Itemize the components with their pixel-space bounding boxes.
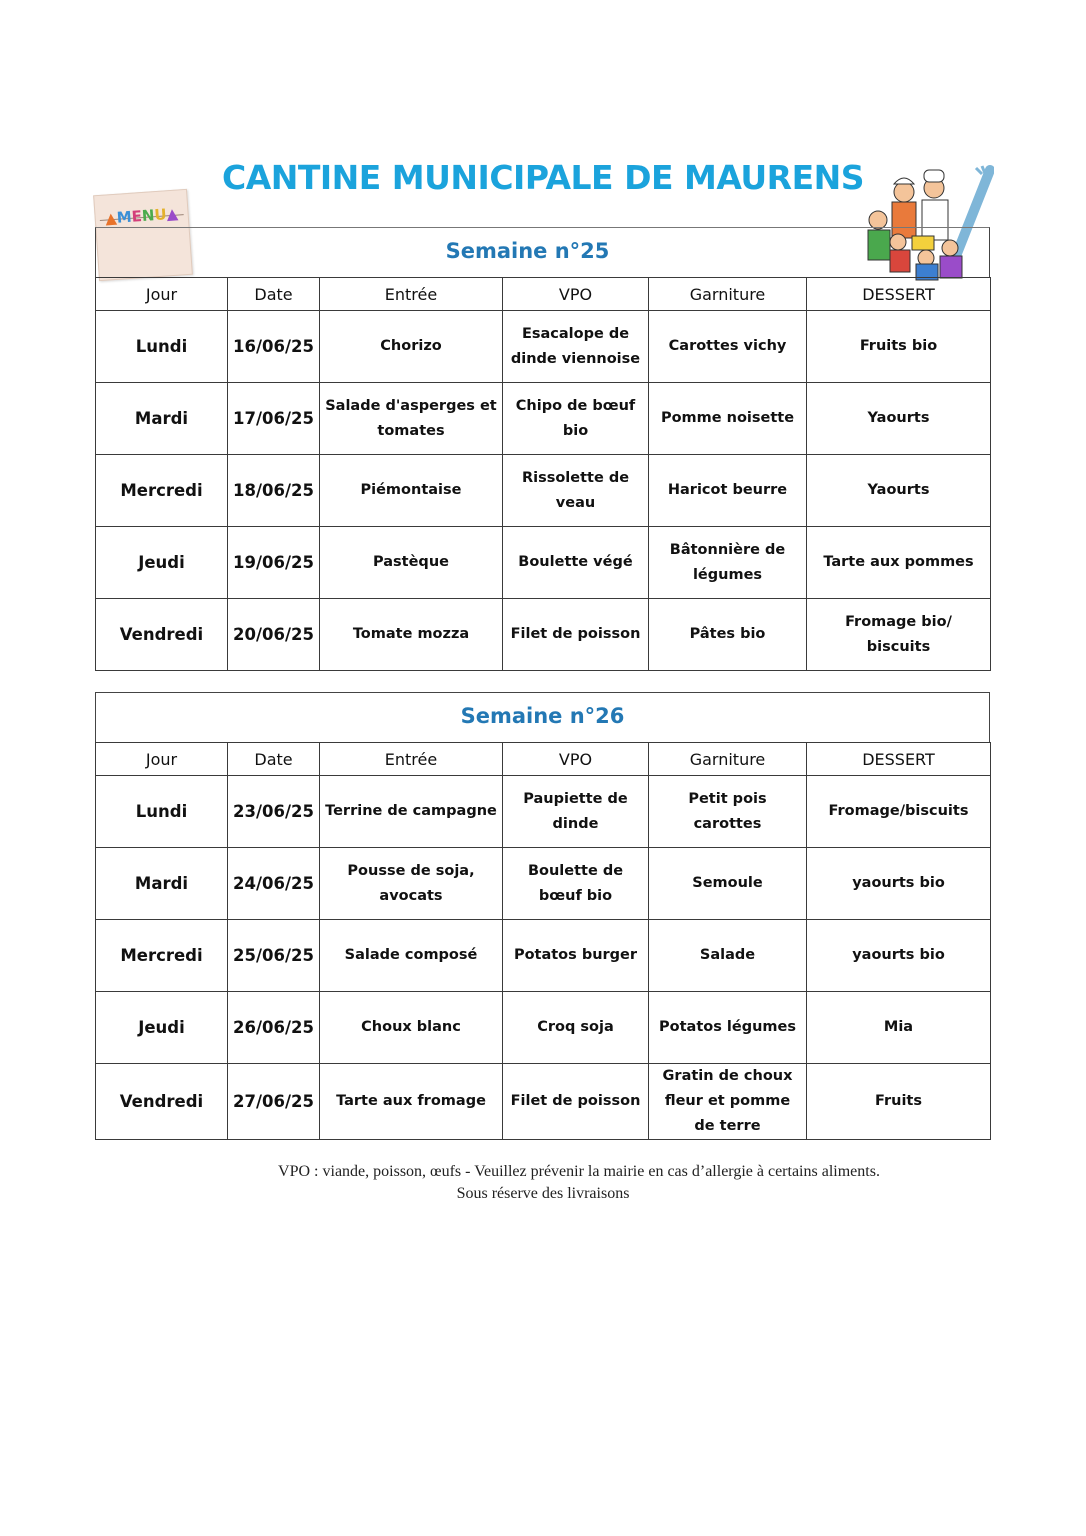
cell-jour: Vendredi	[96, 599, 228, 671]
table-row	[96, 455, 991, 527]
cell-vpo: Esacalope de dinde viennoise	[503, 311, 649, 383]
cell-entree: Pousse de soja, avocats	[320, 848, 503, 920]
cell-vpo: Boulette végé	[503, 527, 649, 599]
cell-date: 20/06/25	[228, 599, 320, 671]
cell-vpo: Filet de poisson	[503, 599, 649, 671]
cell-dessert: Tarte aux pommes	[807, 527, 991, 599]
week-26-menu	[95, 692, 990, 1140]
cell-dessert: Mia	[807, 992, 991, 1064]
week-title: Semaine n°26	[460, 704, 625, 728]
column-header-date: Date	[228, 743, 320, 776]
menu-table	[95, 742, 991, 1140]
cell-jour: Mardi	[96, 848, 228, 920]
cell-jour: Mercredi	[96, 455, 228, 527]
cell-dessert: yaourts bio	[807, 848, 991, 920]
cell-garniture: Potatos légumes	[649, 992, 807, 1064]
table-row	[96, 311, 991, 383]
cell-garniture: Bâtonnière de légumes	[649, 527, 807, 599]
cell-entree: Tarte aux fromage	[320, 1064, 503, 1140]
cell-jour: Mercredi	[96, 920, 228, 992]
menu-table	[95, 277, 991, 671]
week-title: Semaine n°25	[445, 239, 610, 263]
cell-garniture: Salade	[649, 920, 807, 992]
column-header-vpo: VPO	[503, 278, 649, 311]
table-row	[96, 1064, 991, 1140]
column-header-dessert: DESSERT	[807, 278, 991, 311]
table-row	[96, 599, 991, 671]
cell-garniture: Petit pois carottes	[649, 776, 807, 848]
cell-garniture: Carottes vichy	[649, 311, 807, 383]
cell-date: 25/06/25	[228, 920, 320, 992]
cell-garniture: Pomme noisette	[649, 383, 807, 455]
cell-vpo: Rissolette de veau	[503, 455, 649, 527]
cell-vpo: Chipo de bœuf bio	[503, 383, 649, 455]
cell-dessert: Fruits bio	[807, 311, 991, 383]
table-row	[96, 383, 991, 455]
table-header-row	[96, 278, 991, 311]
column-header-garniture: Garniture	[649, 278, 807, 311]
cell-jour: Jeudi	[96, 992, 228, 1064]
table-row	[96, 920, 991, 992]
cell-date: 18/06/25	[228, 455, 320, 527]
column-header-garniture: Garniture	[649, 743, 807, 776]
cell-garniture: Pâtes bio	[649, 599, 807, 671]
cell-entree: Salade composé	[320, 920, 503, 992]
cell-vpo: Boulette de bœuf bio	[503, 848, 649, 920]
column-header-dessert: DESSERT	[807, 743, 991, 776]
cell-date: 16/06/25	[228, 311, 320, 383]
cell-entree: Choux blanc	[320, 992, 503, 1064]
cell-garniture: Haricot beurre	[649, 455, 807, 527]
cell-dessert: Fromage bio/ biscuits	[807, 599, 991, 671]
cell-dessert: Fromage/biscuits	[807, 776, 991, 848]
cell-entree: Pastèque	[320, 527, 503, 599]
table-row	[96, 776, 991, 848]
cell-date: 27/06/25	[228, 1064, 320, 1140]
week-25-menu	[95, 227, 990, 671]
column-header-vpo: VPO	[503, 743, 649, 776]
column-header-entree: Entrée	[320, 278, 503, 311]
cell-date: 19/06/25	[228, 527, 320, 599]
cell-jour: Mardi	[96, 383, 228, 455]
table-row	[96, 992, 991, 1064]
cell-jour: Jeudi	[96, 527, 228, 599]
cell-vpo: Paupiette de dinde	[503, 776, 649, 848]
cell-dessert: Yaourts	[807, 455, 991, 527]
cell-dessert: Fruits	[807, 1064, 991, 1140]
week-header	[95, 227, 990, 277]
cell-entree: Chorizo	[320, 311, 503, 383]
cell-date: 26/06/25	[228, 992, 320, 1064]
cell-jour: Vendredi	[96, 1064, 228, 1140]
cell-garniture: Gratin de choux fleur et pomme de terre	[649, 1064, 807, 1140]
cell-jour: Lundi	[96, 311, 228, 383]
cell-entree: Salade d'asperges et tomates	[320, 383, 503, 455]
column-header-jour: Jour	[96, 278, 228, 311]
cell-vpo: Filet de poisson	[503, 1064, 649, 1140]
cell-entree: Piémontaise	[320, 455, 503, 527]
footer-delivery-note: Sous réserve des livraisons	[456, 1185, 630, 1202]
table-header-row	[96, 743, 991, 776]
menu-sign-illustration: ▲MENU▲	[93, 189, 193, 281]
page-title: CANTINE MUNICIPALE DE MAURENS	[221, 158, 865, 197]
cell-dessert: yaourts bio	[807, 920, 991, 992]
cell-vpo: Croq soja	[503, 992, 649, 1064]
cell-vpo: Potatos burger	[503, 920, 649, 992]
cell-dessert: Yaourts	[807, 383, 991, 455]
column-header-date: Date	[228, 278, 320, 311]
cell-date: 24/06/25	[228, 848, 320, 920]
cell-jour: Lundi	[96, 776, 228, 848]
table-row	[96, 848, 991, 920]
footer-note: VPO : viande, poisson, œufs - Veuillez prévenir la mairie en cas d’allergie à certains aliments.	[278, 1163, 880, 1180]
column-header-entree: Entrée	[320, 743, 503, 776]
cell-garniture: Semoule	[649, 848, 807, 920]
cell-entree: Tomate mozza	[320, 599, 503, 671]
column-header-jour: Jour	[96, 743, 228, 776]
cell-entree: Terrine de campagne	[320, 776, 503, 848]
table-row	[96, 527, 991, 599]
week-header	[95, 692, 990, 742]
cell-date: 17/06/25	[228, 383, 320, 455]
cell-date: 23/06/25	[228, 776, 320, 848]
